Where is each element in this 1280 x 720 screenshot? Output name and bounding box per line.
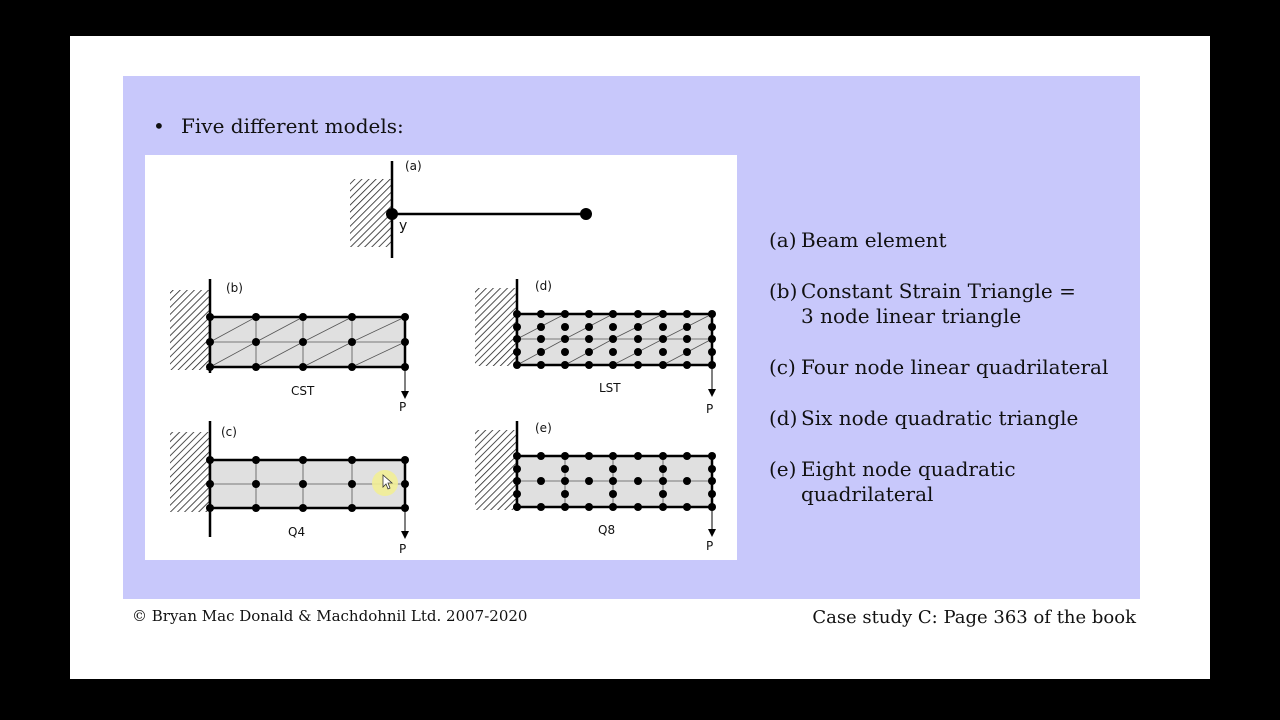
- model-label: LST: [599, 381, 621, 395]
- legend-key: (d): [769, 406, 798, 430]
- wall-hatch: [350, 179, 392, 247]
- page-reference-footer: Case study C: Page 363 of the book: [812, 607, 1136, 628]
- panel-a-beam: [350, 159, 592, 258]
- arrow-head-icon: [401, 531, 409, 539]
- panel-c-q4: [170, 421, 409, 556]
- legend-key: (e): [769, 457, 797, 481]
- legend-text: Four node linear quadrilateral: [801, 355, 1109, 379]
- legend-text: Constant Strain Triangle = 3 node linear triangle: [801, 279, 1076, 328]
- legend-item-a: [769, 228, 1129, 253]
- legend-text: Eight node quadratic quadrilateral: [801, 457, 1016, 506]
- load-label: P: [399, 542, 407, 556]
- legend-key: (a): [769, 228, 797, 252]
- node: [386, 208, 398, 220]
- legend-text: Six node quadratic triangle: [801, 406, 1079, 430]
- content-panel: [123, 76, 1140, 599]
- panel-tag: (d): [535, 279, 552, 293]
- legend-list: [769, 228, 1129, 533]
- bullet-text: Five different models:: [181, 114, 404, 138]
- legend-item-e: [769, 457, 1129, 507]
- arrow-head-icon: [401, 391, 409, 399]
- panel-tag: (e): [535, 421, 552, 435]
- legend-item-b: [769, 279, 1129, 329]
- legend-item-d: [769, 406, 1129, 431]
- wall-hatch: [475, 288, 517, 366]
- legend-key: (b): [769, 279, 798, 303]
- wall-hatch: [170, 432, 210, 512]
- model-label: CST: [291, 384, 315, 398]
- load-label: P: [706, 539, 714, 553]
- slide: [70, 36, 1210, 679]
- bullet-item: [153, 114, 404, 138]
- legend-item-c: [769, 355, 1129, 380]
- model-label: Q8: [598, 523, 616, 537]
- wall-hatch: [170, 290, 210, 370]
- models-diagram: [145, 155, 737, 560]
- load-label: P: [399, 400, 407, 414]
- panel-d-lst: [475, 279, 716, 416]
- model-label: Q4: [288, 525, 306, 539]
- panel-tag: (c): [221, 425, 237, 439]
- panel-b-cst: [170, 279, 409, 414]
- panel-tag: (b): [226, 281, 243, 295]
- node: [580, 208, 592, 220]
- arrow-head-icon: [708, 529, 716, 537]
- panel-tag: (a): [405, 159, 422, 173]
- legend-text: Beam element: [801, 228, 947, 252]
- y-axis-label: y: [399, 218, 408, 234]
- copyright-footer: © Bryan Mac Donald & Machdohnil Ltd. 2007-2020: [132, 607, 528, 625]
- wall-hatch: [475, 430, 517, 510]
- models-figure: [145, 155, 737, 560]
- arrow-head-icon: [708, 389, 716, 397]
- load-label: P: [706, 402, 714, 416]
- bullet-dot-icon: •: [153, 114, 165, 138]
- legend-key: (c): [769, 355, 796, 379]
- panel-e-q8: [475, 421, 716, 553]
